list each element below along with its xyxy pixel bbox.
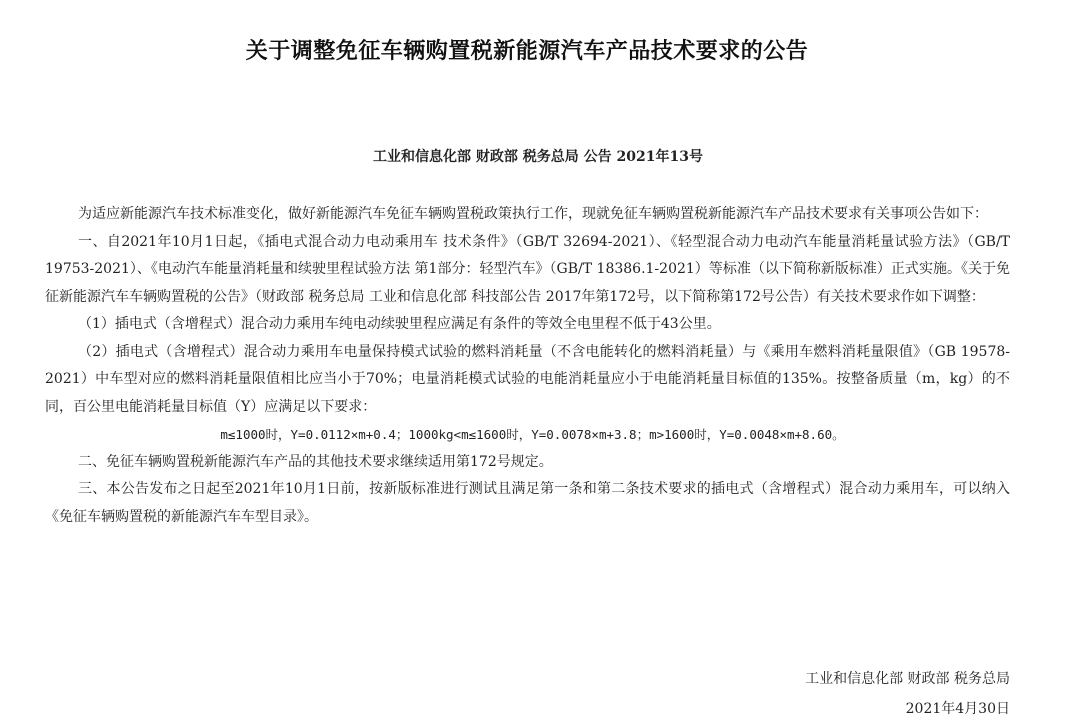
sub-item-two-paragraph: （2）插电式（含增程式）混合动力乘用车电量保持模式试验的燃料消耗量（不含电能转化的燃料消耗量）与《乘用车燃料消耗量限值》（GB 19578-2021）中车型对应的燃料消耗量限值相比应当小于70%；电量消耗模式试验的电能消耗量应小于电能消耗量目标值的135%。按整备质量（m，kg）的不同，百公里电能消耗量目标值（Y）应满足以下要求： (45, 343, 1010, 415)
document-body (45, 201, 1010, 531)
signature-date: 2021年4月30日 (905, 701, 1010, 717)
item-three-paragraph: 三、本公告发布之日起至2021年10月1日前，按新版标准进行测试且满足第一条和第二条技术要求的插电式（含增程式）混合动力乘用车，可以纳入《免征车辆购置税的新能源汽车车型目录》。 (45, 481, 1010, 525)
item-two-paragraph: 二、免征车辆购置税新能源汽车产品的其他技术要求继续适用第172号规定。 (78, 453, 553, 470)
signature-block (805, 664, 1010, 724)
item-one-paragraph: 一、自2021年10月1日起，《插电式混合动力电动乘用车 技术条件》（GB/T 32694-2021）、《轻型混合动力电动汽车能量消耗量试验方法》（GB/T 19753-2021）、《电动汽车能量消耗量和续驶里程试验方法 第1部分：轻型汽车》（GB/T 18386.1-2021）等标准（以下简称新版标准）正式实施。《关于免征新能源汽车车辆购置税的公告》（财政部 税务总局 工业和信息化部 科技部公告 2017年第172号，以下简称第172号公告）有关技术要求作如下调整： (45, 233, 1010, 305)
intro-paragraph: 为适应新能源汽车技术标准变化，做好新能源汽车免征车辆购置税政策执行工作，现就免征车辆购置税新能源汽车产品技术要求有关事项公告如下： (78, 206, 988, 222)
sub-item-one-paragraph: （1）插电式（含增程式）混合动力乘用车纯电动续驶里程应满足有条件的等效全电里程不低于43公里。 (78, 316, 721, 332)
signature-issuers: 工业和信息化部 财政部 税务总局 (805, 671, 1010, 687)
document-title: 关于调整免征车辆购置税新能源汽车产品技术要求的公告 (245, 39, 809, 64)
issuer-announcement-number: 工业和信息化部 财政部 税务总局 公告 2021年13号 (373, 149, 703, 165)
energy-target-formula: m≤1000时，Y=0.0112×m+0.4；1000kg<m≤1600时，Y=0.0078×m+3.8；m>1600时，Y=0.0048×m+8.60。 (220, 427, 845, 442)
